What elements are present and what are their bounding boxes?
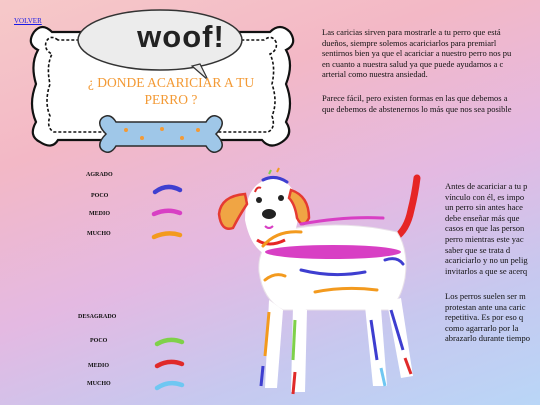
legend-agrado-mucho-label: MUCHO: [87, 231, 111, 237]
legend-desagrado-poco-swatch: [157, 340, 182, 344]
legend-agrado-mucho-swatch: [154, 233, 180, 237]
legend-desagrado-poco-label: POCO: [90, 338, 108, 344]
third-paragraph: Antes de acariciar a tu p vínculo con él, es impo un perro sin antes hace debe enseñar más que casos en que las person perro mientras este yac saber que se trata d acariciarlo y no un pelig invitarlos a que se acerq: [445, 181, 528, 276]
legend-agrado-poco-swatch: [155, 187, 180, 192]
page-title-line2: PERRO ?: [144, 92, 198, 107]
legend-agrado-swatches: [150, 180, 186, 245]
fourth-paragraph: Los perros suelen ser m protestan ante una caric repetitiva. Es por eso q como agarrarlo por la abrazarlo durante tiempo: [445, 291, 530, 344]
legend-agrado-medio-swatch: [154, 211, 180, 214]
back-link[interactable]: VOLVER: [14, 17, 42, 25]
page-title-line1: ¿ DONDE ACARICIAR A TU: [87, 75, 255, 90]
legend-agrado-heading: AGRADO: [86, 172, 113, 178]
intro-paragraph: Las caricias sirven para mostrarle a tu perro que está dueños, siempre solemos acariciarlos para premiarl sentirnos bien ya que el acariciar a nuestro perro nos pu en cuanto a nuestra salud ya que puede ayudarnos a c arterial como nuestra ansiedad.: [322, 27, 512, 80]
legend-desagrado-mucho-label: MUCHO: [87, 381, 111, 387]
page-title: [82, 74, 260, 108]
woof-logo-text: woof!: [137, 19, 225, 54]
second-paragraph: Parece fácil, pero existen formas en las que debemos a que debemos de abstenernos lo más que nos sea posible: [322, 93, 512, 114]
legend-desagrado-medio-swatch: [157, 362, 182, 366]
legend-desagrado-mucho-swatch: [157, 383, 182, 388]
legend-agrado-medio-label: MEDIO: [89, 211, 110, 217]
legend-desagrado-heading: DESAGRADO: [78, 314, 117, 320]
header-frame: [22, 4, 300, 166]
dog-illustration: [205, 160, 445, 405]
legend-desagrado-medio-label: MEDIO: [88, 363, 109, 369]
legend-desagrado-swatches: [152, 332, 188, 398]
legend-agrado-poco-label: POCO: [91, 193, 109, 199]
